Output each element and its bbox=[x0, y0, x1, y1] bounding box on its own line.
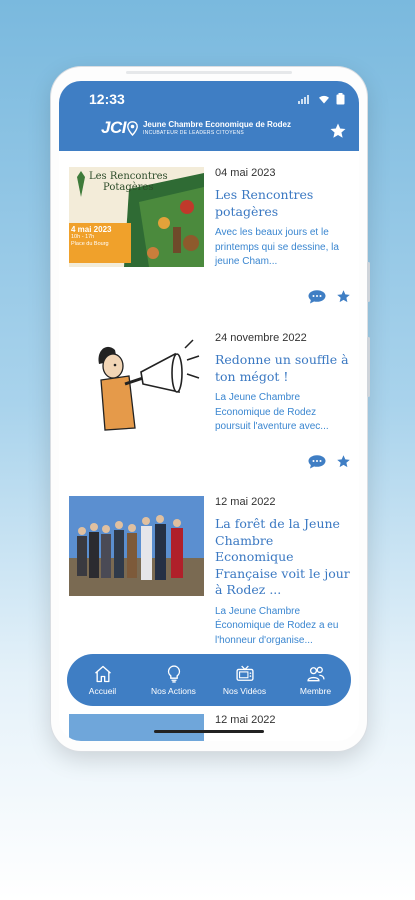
logo-text: JCI bbox=[101, 118, 126, 137]
article-date: 24 novembre 2022 bbox=[215, 332, 307, 344]
article-card[interactable] bbox=[69, 714, 351, 741]
battery-icon bbox=[336, 93, 345, 105]
nav-item-membre[interactable] bbox=[282, 664, 350, 696]
article-excerpt[interactable]: La Jeune Chambre Economique de Rodez poursuit l'aventure avec... bbox=[215, 392, 329, 432]
phone-frame bbox=[51, 67, 367, 751]
article-actions bbox=[308, 289, 351, 304]
article-thumbnail[interactable] bbox=[69, 332, 204, 432]
article-feed[interactable] bbox=[59, 151, 359, 741]
article-title[interactable]: La forêt de la Jeune Chambre Economique Française voit le jour à Rodez ... bbox=[215, 516, 350, 597]
article-meta bbox=[215, 496, 351, 648]
home-icon bbox=[93, 664, 113, 684]
signal-icon bbox=[298, 94, 312, 104]
status-icons bbox=[298, 93, 345, 105]
nav-item-nos-actions[interactable] bbox=[140, 664, 208, 696]
poster-heading: Les Rencontres Potagères bbox=[89, 171, 168, 193]
nav-label: Nos Actions bbox=[151, 686, 196, 696]
article-title[interactable]: Les Rencontres potagères bbox=[215, 187, 314, 219]
favorite-star-icon[interactable] bbox=[336, 454, 351, 469]
comment-icon[interactable] bbox=[308, 290, 326, 304]
poster-date: 4 mai 2023 10h - 17h Place du Bourg bbox=[71, 225, 112, 247]
article-excerpt[interactable]: Avec les beaux jours et le printemps qui se dessine, la jeune Cham... bbox=[215, 227, 339, 267]
article-excerpt[interactable]: La Jeune Chambre Économique de Rodez a eu l'honneur d'organise... bbox=[215, 605, 339, 646]
app-header bbox=[59, 81, 359, 151]
article-card[interactable] bbox=[69, 332, 351, 472]
article-meta bbox=[215, 167, 351, 270]
nav-label: Nos Vidéos bbox=[222, 686, 267, 696]
nav-item-nos-videos[interactable] bbox=[211, 664, 279, 696]
article-title[interactable]: Redonne un souffle à ton mégot ! bbox=[215, 352, 349, 384]
article-thumbnail[interactable] bbox=[69, 496, 204, 596]
home-indicator[interactable] bbox=[154, 730, 264, 733]
bottom-navbar bbox=[67, 654, 351, 706]
status-time: 12:33 bbox=[89, 91, 125, 107]
article-thumbnail[interactable] bbox=[69, 167, 204, 267]
tv-icon bbox=[235, 664, 255, 684]
article-meta bbox=[215, 332, 351, 435]
article-thumbnail[interactable] bbox=[69, 714, 204, 741]
article-date: 12 mai 2022 bbox=[215, 496, 276, 508]
org-tagline: INCUBATEUR DE LEADERS CITOYENS bbox=[142, 129, 245, 136]
nav-item-accueil[interactable] bbox=[69, 664, 137, 696]
article-card[interactable] bbox=[69, 167, 351, 307]
comment-icon[interactable] bbox=[308, 455, 326, 469]
nav-label: Membre bbox=[299, 686, 332, 696]
org-name: Jeune Chambre Economique de Rodez bbox=[142, 119, 291, 129]
group-photo-image bbox=[69, 496, 204, 596]
favorite-star-icon[interactable] bbox=[336, 289, 351, 304]
favorites-star-icon[interactable] bbox=[329, 122, 347, 140]
article-card[interactable] bbox=[69, 496, 351, 676]
megaphone-illustration bbox=[69, 332, 204, 432]
jci-logo bbox=[101, 118, 291, 138]
article-date: 12 mai 2022 bbox=[215, 714, 276, 726]
article-date: 04 mai 2023 bbox=[215, 167, 276, 179]
location-pin-icon bbox=[127, 121, 138, 136]
wifi-icon bbox=[318, 94, 330, 104]
article-actions bbox=[308, 454, 351, 469]
nav-label: Accueil bbox=[88, 686, 117, 696]
power-button bbox=[367, 337, 370, 397]
app-screen bbox=[59, 81, 359, 741]
members-icon bbox=[306, 664, 326, 684]
speaker-grille bbox=[126, 71, 292, 74]
lightbulb-icon bbox=[164, 664, 184, 684]
volume-button bbox=[367, 262, 370, 302]
